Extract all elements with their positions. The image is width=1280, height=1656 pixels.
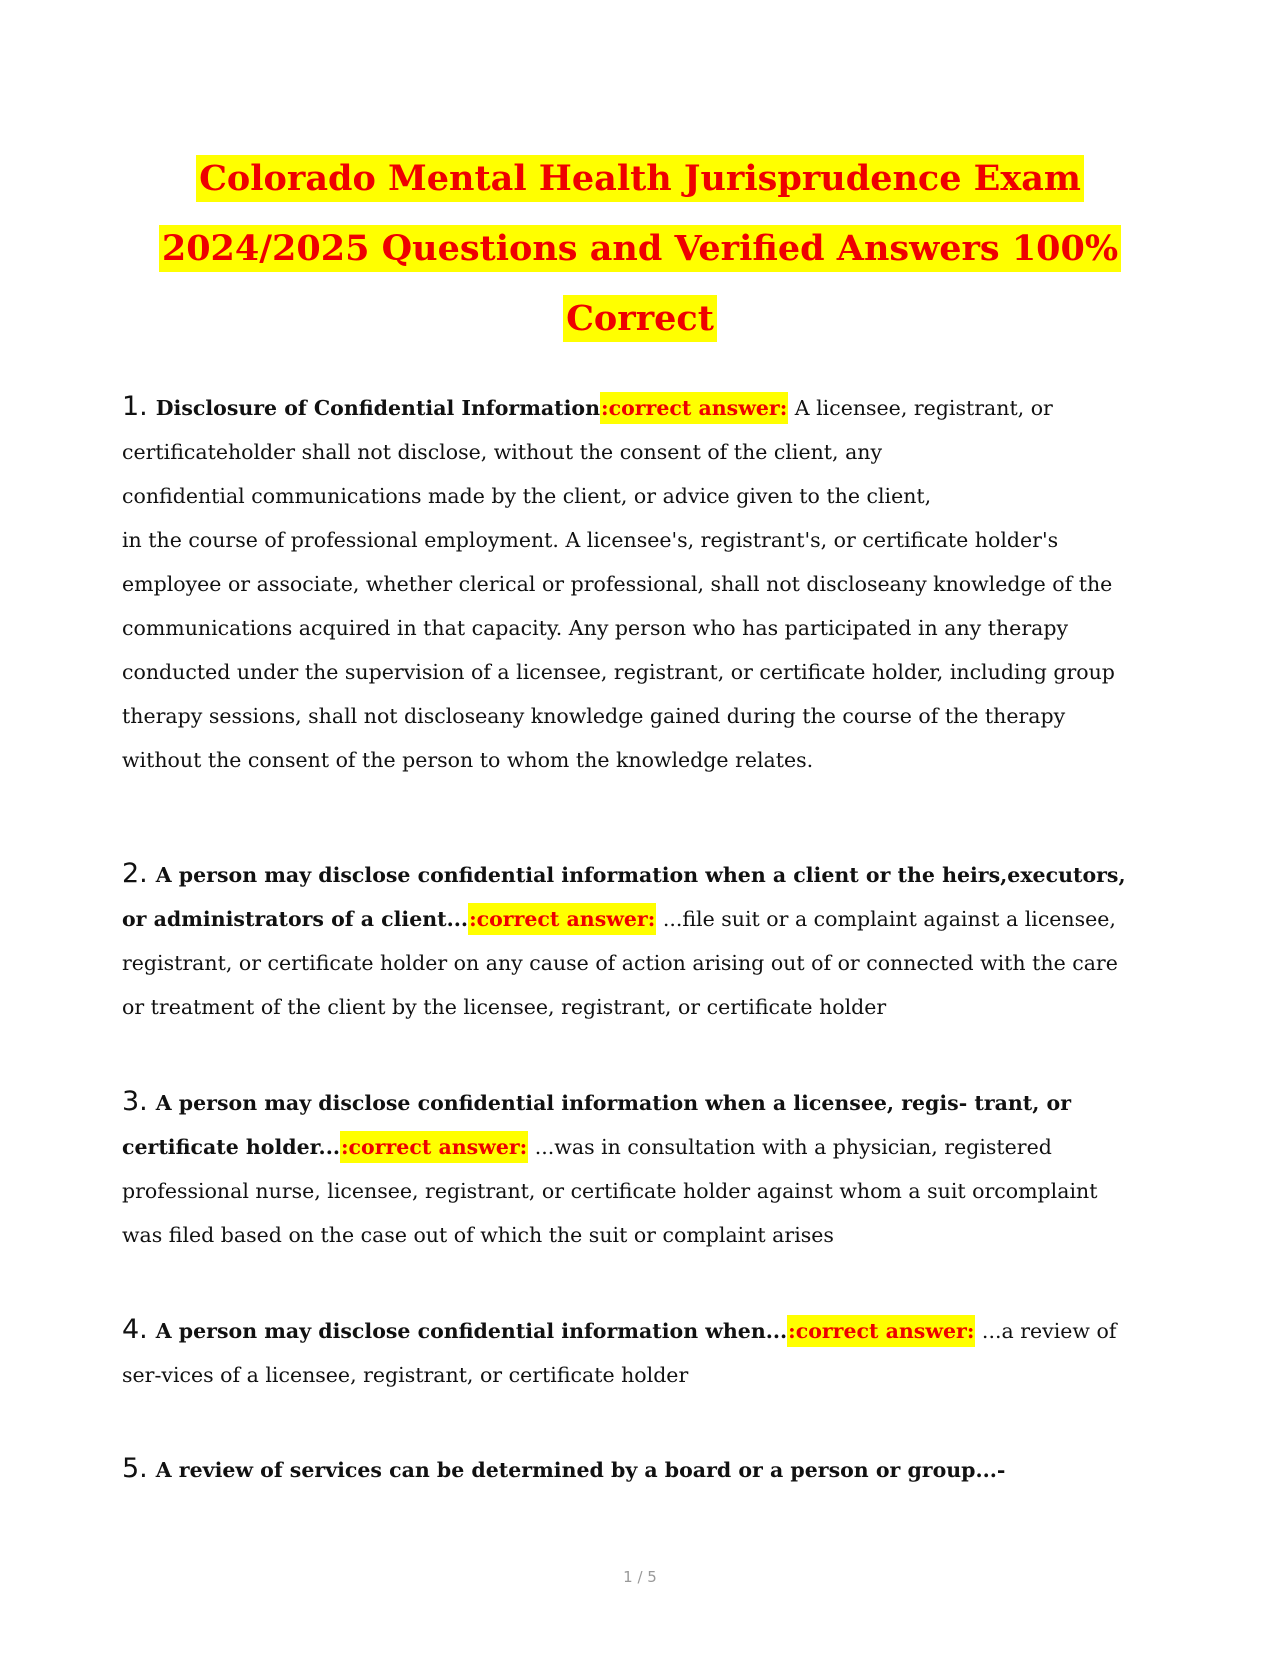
question-2-line-2: [122, 897, 1182, 941]
answer-1-line: without the consent of the person to whom the knowledge relates.: [122, 748, 814, 772]
question-2: [122, 852, 1182, 1029]
question-1: [122, 385, 1182, 782]
question-5-text: A review of services can be determined by a board or a person or group...-: [155, 1458, 1006, 1482]
question-2-text-cont: or administrators of a client...: [122, 907, 469, 931]
question-2-number: 2.: [122, 858, 148, 889]
correct-answer-tag: :correct answer:: [600, 392, 788, 424]
answer-1-line: certificateholder shall not disclose, without the consent of the client, any: [122, 440, 883, 464]
answer-1-line: in the course of professional employment. A licensee's, registrant's, or certificate holder's: [122, 528, 1059, 552]
question-4: [122, 1308, 1182, 1397]
question-3-text-cont: certificate holder...: [122, 1135, 340, 1159]
answer-1-line: confidential communications made by the client, or advice given to the client,: [122, 484, 932, 508]
question-3-number: 3.: [122, 1086, 148, 1117]
answer-4-line: ser-vices of a licensee, registrant, or certificate holder: [122, 1363, 689, 1387]
question-4-number: 4.: [122, 1314, 148, 1345]
answer-1-line: conducted under the supervision of a licensee, registrant, or certificate holder, including group: [122, 660, 1115, 684]
answer-2-line: or treatment of the client by the licensee, registrant, or certificate holder: [122, 995, 887, 1019]
answer-3-line: was filed based on the case out of which the suit or complaint arises: [122, 1223, 834, 1247]
page-indicator: 1 / 5: [623, 1568, 657, 1586]
answer-4-first-line: ...a review of: [975, 1319, 1117, 1343]
correct-answer-tag: :correct answer:: [468, 903, 656, 935]
answer-1-first-line: A licensee, registrant, or: [788, 396, 1053, 420]
answer-1-line: employee or associate, whether clerical or professional, shall not discloseany knowledge of the: [122, 572, 1113, 596]
correct-answer-tag: :correct answer:: [340, 1131, 528, 1163]
answer-1-line: therapy sessions, shall not discloseany knowledge gained during the course of the therapy: [122, 704, 1066, 728]
question-4-text: A person may disclose confidential information when...: [155, 1319, 788, 1343]
question-2-line-1: [122, 852, 1182, 897]
question-5-line-1: [122, 1447, 1182, 1492]
answer-3-first-line: ...was in consultation with a physician, registered: [528, 1135, 1052, 1159]
answer-3-line: professional nurse, licensee, registrant, or certificate holder against whom a suit orcomplaint: [122, 1179, 1098, 1203]
question-1-line-1: [122, 385, 1182, 430]
title-line-3: Correct: [100, 284, 1180, 354]
question-3: [122, 1080, 1182, 1257]
correct-answer-tag: :correct answer:: [787, 1315, 975, 1347]
question-1-number: 1.: [122, 391, 148, 422]
document-title: [100, 144, 1180, 354]
question-3-text: A person may disclose confidential information when a licensee, regis- trant, or: [155, 1091, 1072, 1115]
question-3-line-1: [122, 1080, 1182, 1125]
title-line-1: Colorado Mental Health Jurisprudence Exam: [100, 144, 1180, 214]
answer-2-line: registrant, or certificate holder on any cause of action arising out of or connected with the care: [122, 951, 1118, 975]
answer-2-first-line: ...file suit or a complaint against a licensee,: [656, 907, 1116, 931]
question-5: [122, 1447, 1182, 1492]
answer-1-line: communications acquired in that capacity. Any person who has participated in any therapy: [122, 616, 1069, 640]
question-1-text: Disclosure of Confidential Information: [155, 396, 601, 420]
title-line-2: 2024/2025 Questions and Verified Answers 100%: [100, 214, 1180, 284]
question-2-text: A person may disclose confidential information when a client or the heirs,executors,: [155, 863, 1126, 887]
question-4-line-1: [122, 1308, 1182, 1353]
question-3-line-2: [122, 1125, 1182, 1169]
question-5-number: 5.: [122, 1453, 148, 1484]
